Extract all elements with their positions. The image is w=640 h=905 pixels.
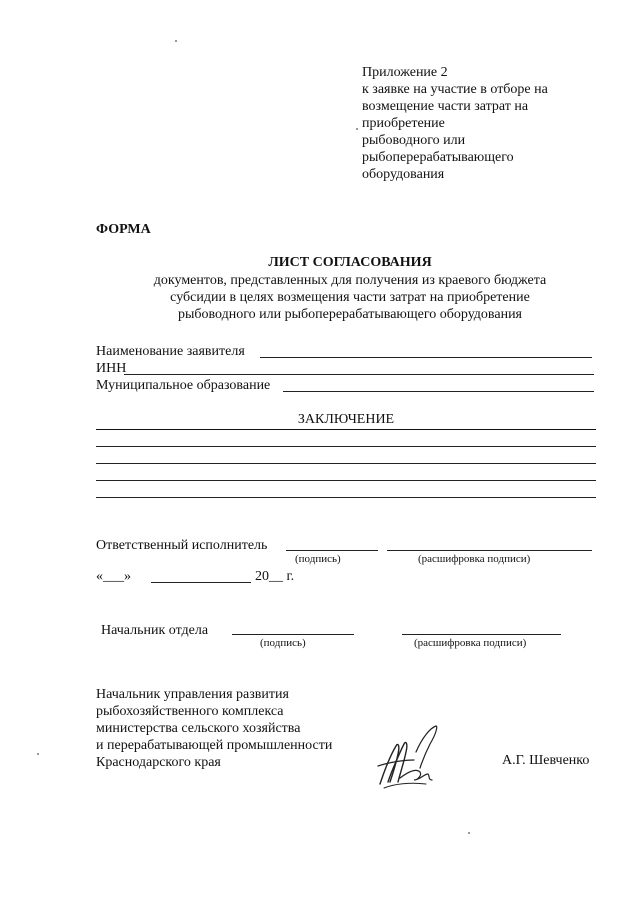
chief-title-line: Краснодарского края — [96, 755, 221, 770]
responsible-label: Ответственный исполнитель — [96, 538, 268, 553]
scan-speck — [175, 40, 177, 42]
department-head-decoding-line — [402, 634, 561, 635]
department-head-signature-line — [232, 634, 354, 635]
chief-title-block — [96, 686, 332, 771]
appendix-block — [362, 64, 548, 183]
subtitle-block — [0, 272, 640, 323]
department-head-decoding-caption: (расшифровка подписи) — [414, 637, 527, 649]
appendix-line: оборудования — [362, 167, 445, 182]
scan-speck — [356, 128, 358, 130]
appendix-line: рыбоперерабатывающего — [362, 150, 514, 165]
appendix-line: приобретение — [362, 116, 445, 131]
appendix-line: Приложение 2 — [362, 65, 448, 80]
inn-underline — [124, 374, 594, 375]
department-head-label: Начальник отдела — [101, 623, 209, 638]
date-month-line — [151, 582, 251, 583]
handwritten-signature — [370, 722, 450, 794]
conclusion-line — [96, 480, 596, 481]
chief-title-line: и перерабатывающей промышленности — [96, 738, 333, 753]
conclusion-line — [96, 429, 596, 430]
appendix-line: возмещение части затрат на — [362, 99, 529, 114]
appendix-line: к заявке на участие в отборе на — [362, 82, 548, 97]
document-title: ЛИСТ СОГЛАСОВАНИЯ — [268, 255, 432, 270]
subtitle-line: рыбоводного или рыбоперерабатывающего оборудования — [177, 307, 522, 322]
municipality-label: Муниципальное образование — [96, 378, 271, 393]
scan-speck — [37, 753, 39, 755]
subtitle-line: документов, представленных для получения из краевого бюджета — [153, 273, 547, 288]
inn-label: ИНН — [96, 361, 127, 376]
scan-speck — [468, 832, 470, 834]
applicant-underline — [260, 357, 592, 358]
chief-title-line: министерства сельского хозяйства — [96, 721, 301, 736]
conclusion-line — [96, 497, 596, 498]
appendix-line: рыбоводного или — [362, 133, 466, 148]
date-year: 20__ г. — [255, 569, 295, 584]
conclusion-heading: ЗАКЛЮЧЕНИЕ — [297, 412, 395, 427]
applicant-label: Наименование заявителя — [96, 344, 245, 359]
responsible-decoding-caption: (расшифровка подписи) — [418, 553, 531, 565]
responsible-signature-caption: (подпись) — [295, 553, 341, 565]
responsible-signature-line — [286, 550, 378, 551]
form-label: ФОРМА — [96, 222, 151, 237]
subtitle-line: субсидии в целях возмещения части затрат на приобретение — [170, 290, 530, 305]
chief-title-line: Начальник управления развития — [96, 687, 289, 702]
date-day: «___» — [96, 569, 131, 584]
department-head-signature-caption: (подпись) — [260, 637, 306, 649]
chief-name: А.Г. Шевченко — [502, 753, 590, 768]
municipality-underline — [283, 391, 594, 392]
chief-title-line: рыбохозяйственного комплекса — [96, 704, 284, 719]
responsible-decoding-line — [387, 550, 592, 551]
conclusion-line — [96, 463, 596, 464]
conclusion-line — [96, 446, 596, 447]
